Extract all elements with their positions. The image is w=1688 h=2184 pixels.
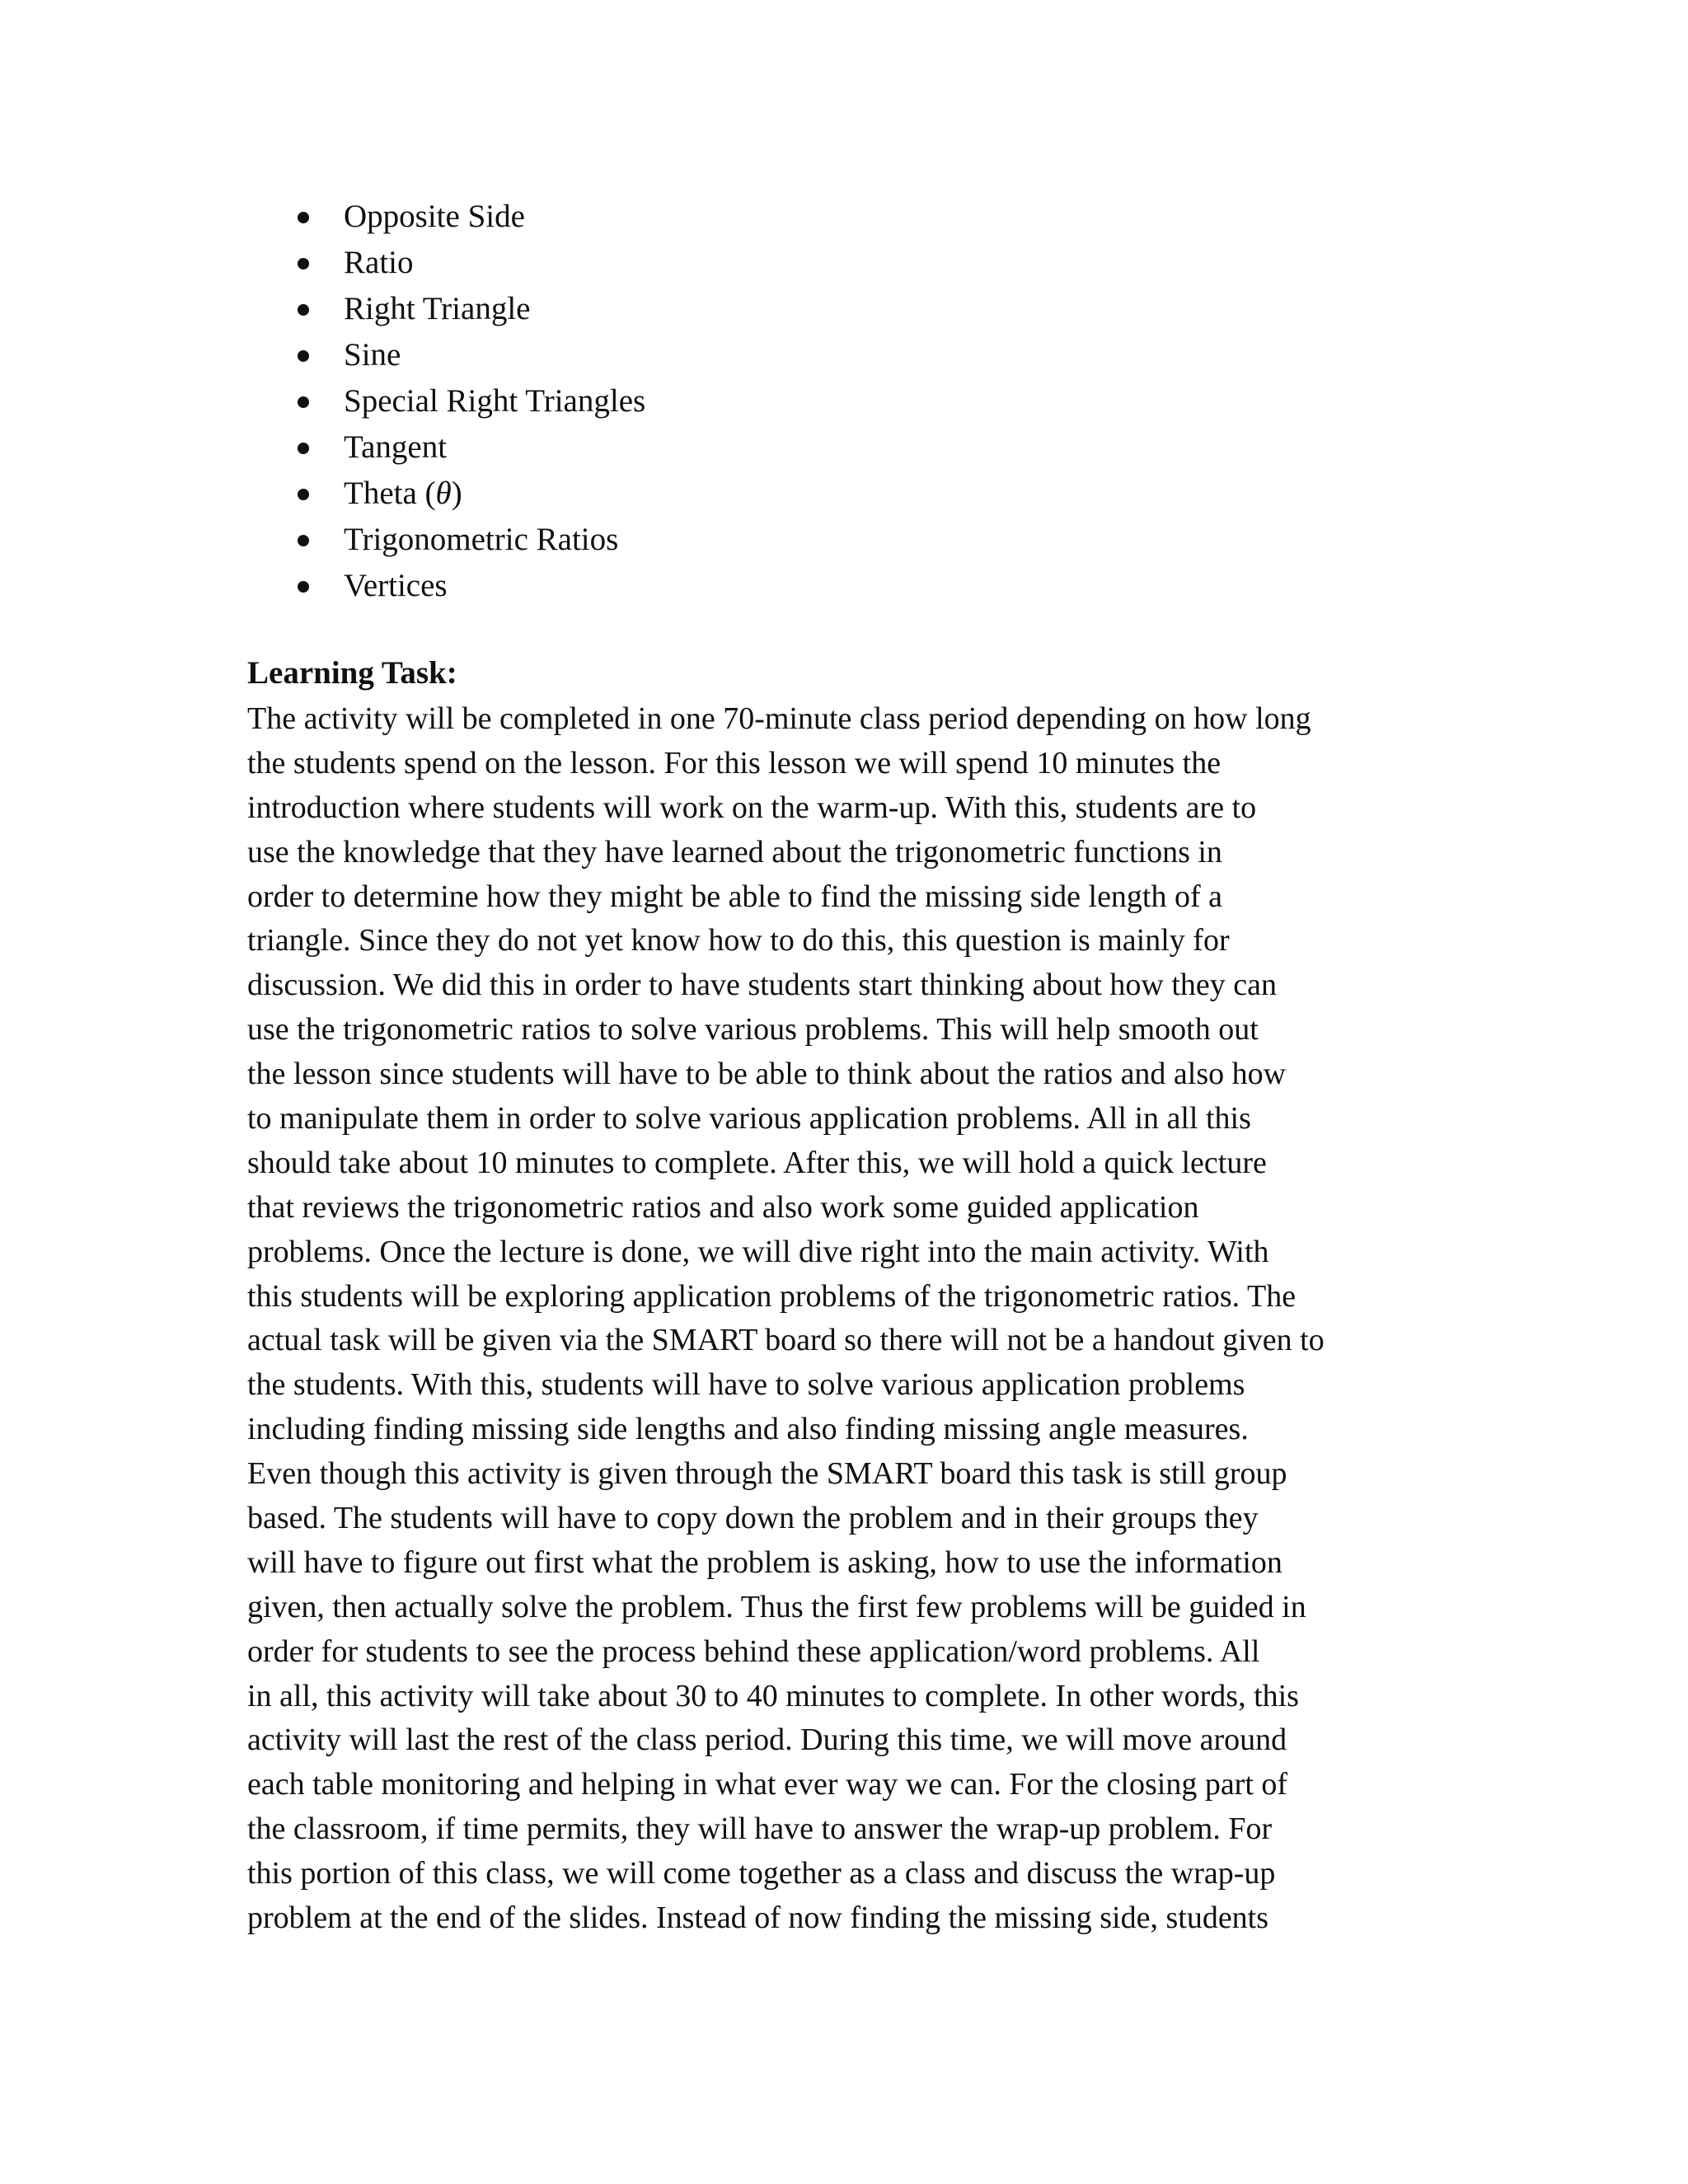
bullet-icon [298, 489, 309, 500]
vocabulary-item [293, 286, 645, 332]
paragraph-line: activity will last the rest of the class period. During this time, we will move around [247, 1722, 1287, 1758]
paragraph-line: introduction where students will work on the warm-up. With this, students are to [247, 790, 1257, 825]
bullet-icon [298, 443, 309, 454]
paragraph-line: should take about 10 minutes to complete. After this, we will hold a quick lecture [247, 1145, 1267, 1180]
paragraph-line: discussion. We did this in order to have students start thinking about how they can [247, 968, 1278, 1003]
vocabulary-term: Ratio [344, 245, 414, 280]
paragraph-line: this portion of this class, we will come together as a class and discuss the wrap-up [247, 1856, 1276, 1891]
learning-task-paragraph [247, 697, 1451, 1941]
vocabulary-item [293, 563, 645, 609]
vocabulary-list [293, 194, 645, 609]
paragraph-line: including finding missing side lengths and also finding missing angle measures. [247, 1412, 1249, 1447]
paragraph-line: the classroom, if time permits, they will have to answer the wrap-up problem. For [247, 1811, 1273, 1847]
paragraph-line: triangle. Since they do not yet know how to do this, this question is mainly for [247, 923, 1230, 958]
vocabulary-item [293, 471, 645, 517]
bullet-icon [298, 212, 309, 223]
vocabulary-term: Theta (θ) [344, 476, 462, 511]
paragraph-line: The activity will be completed in one 70-minute class period depending on how long [247, 701, 1311, 736]
vocabulary-term: Trigonometric Ratios [344, 522, 619, 557]
vocabulary-term: Tangent [344, 429, 448, 465]
bullet-icon [298, 396, 309, 408]
vocabulary-item [293, 517, 645, 563]
paragraph-line: in all, this activity will take about 30 to 40 minutes to complete. In other words, this [247, 1678, 1299, 1713]
bullet-icon [298, 350, 309, 362]
paragraph-line: based. The students will have to copy down the problem and in their groups they [247, 1501, 1259, 1536]
paragraph-line: this students will be exploring application problems of the trigonometric ratios. The [247, 1278, 1296, 1314]
paragraph-line: order for students to see the process behind these application/word problems. All [247, 1633, 1260, 1669]
paragraph-line: Even though this activity is given through the SMART board this task is still group [247, 1456, 1287, 1492]
vocabulary-term: Vertices [344, 568, 448, 603]
paragraph-line: actual task will be given via the SMART board so there will not be a handout given to [247, 1323, 1325, 1358]
vocabulary-term: Special Right Triangles [344, 383, 646, 419]
vocabulary-term: Right Triangle [344, 291, 531, 326]
paragraph-line: the students. With this, students will have to solve various application problems [247, 1367, 1245, 1403]
paragraph-line: each table monitoring and helping in what ever way we can. For the closing part of [247, 1767, 1288, 1802]
paragraph-line: will have to figure out first what the problem is asking, how to use the information [247, 1544, 1282, 1580]
paragraph-line: given, then actually solve the problem. Thus the first few problems will be guided in [247, 1589, 1306, 1624]
paragraph-line: that reviews the trigonometric ratios and also work some guided application [247, 1189, 1199, 1225]
paragraph-line: order to determine how they might be able to find the missing side length of a [247, 879, 1223, 914]
vocabulary-item [293, 378, 645, 424]
learning-task-heading: Learning Task: [247, 655, 457, 691]
bullet-icon [298, 258, 309, 269]
paragraph-line: use the trigonometric ratios to solve various problems. This will help smooth out [247, 1012, 1259, 1047]
paragraph-line: problem at the end of the slides. Instead of now finding the missing side, students [247, 1900, 1269, 1936]
vocabulary-item [293, 194, 645, 240]
paragraph-line: problems. Once the lecture is done, we will dive right into the main activity. With [247, 1234, 1269, 1269]
paragraph-line: to manipulate them in order to solve various application problems. All in all this [247, 1101, 1251, 1137]
vocabulary-term: Sine [344, 337, 401, 373]
bullet-icon [298, 535, 309, 546]
paragraph-line: the lesson since students will have to be able to think about the ratios and also how [247, 1057, 1287, 1092]
paragraph-line: the students spend on the lesson. For this lesson we will spend 10 minutes the [247, 745, 1221, 780]
bullet-icon [298, 581, 309, 593]
vocabulary-item [293, 240, 645, 286]
vocabulary-item [293, 424, 645, 471]
bullet-icon [298, 304, 309, 316]
paragraph-line: use the knowledge that they have learned about the trigonometric functions in [247, 834, 1222, 869]
vocabulary-term: Opposite Side [344, 199, 525, 234]
vocabulary-item [293, 332, 645, 378]
